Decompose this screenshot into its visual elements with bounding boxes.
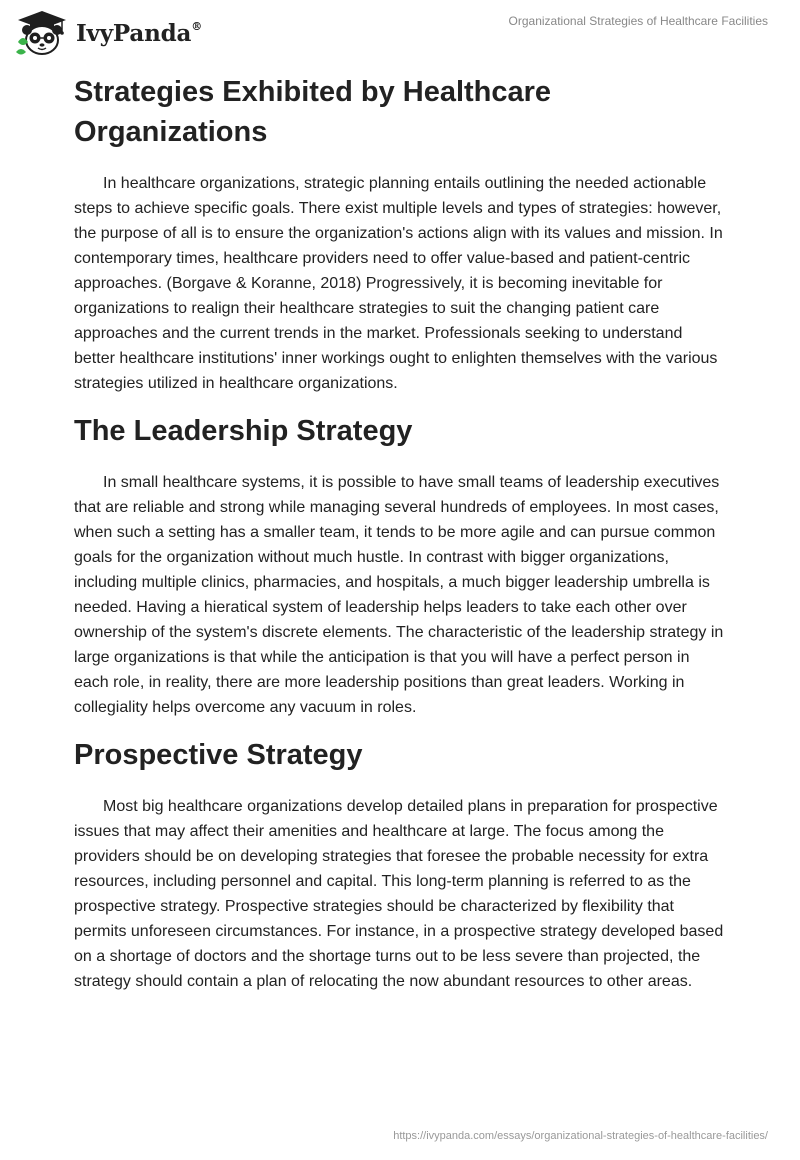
section-paragraph: In small healthcare systems, it is possible to have small teams of leadership executives that are reliable and strong while managing several hundreds of employees. In most cases, when such a setting has a smaller team, it tends to be more agile and can pursue common goals for the organization without much hustle. In contrast with bigger organizations, including multiple clinics, pharmacies, and hospitals, a much bigger leadership umbrella is needed. Having a hieratical system of leadership helps leaders to take each other over ownership of the system's discrete elements. The characteristic of the leadership strategy in large organizations is that while the anticipation is that you will have a perfect person in each role, in reality, there are more leadership positions than great leaders. Working in collegiality helps overcome any vacuum in roles. [74, 474, 724, 716]
section-heading: Prospective Strategy [74, 739, 363, 771]
registered-mark: ® [191, 20, 202, 34]
section-prospective-strategy [74, 735, 724, 994]
brand-wordmark[interactable] [76, 20, 202, 47]
page-header [0, 0, 800, 64]
section-strategies-exhibited [74, 72, 724, 396]
section-leadership-strategy [74, 411, 724, 720]
document-title: Organizational Strategies of Healthcare Facilities [508, 14, 768, 28]
brand-name: IvyPanda [76, 20, 192, 47]
section-paragraph: Most big healthcare organizations develop detailed plans in preparation for prospective issues that may affect their amenities and healthcare at large. The focus among the providers should be on developing strategies that foresee the probable necessity for extra resources, including personnel and capital. This long-term planning is referred to as the prospective strategy. Prospective strategies should be characterized by flexibility that permits unforeseen circumstances. For instance, in a prospective strategy developed based on a shortage of doctors and the shortage turns out to be less severe than projected, the strategy should contain a plan of relocating the now abundant resources to other areas. [74, 798, 724, 990]
section-heading: The Leadership Strategy [74, 415, 413, 447]
panda-graduate-logo-icon[interactable] [14, 8, 70, 58]
source-url-link[interactable]: https://ivypanda.com/essays/organizational-strategies-of-healthcare-facilities/ [393, 1130, 768, 1142]
section-paragraph: In healthcare organizations, strategic planning entails outlining the needed actionable steps to achieve specific goals. There exist multiple levels and types of strategies: however, the purpose of all is to ensure the organization's actions align with its values and mission. In contemporary times, healthcare providers need to offer value-based and patient-centric approaches. (Borgave & Koranne, 2018) Progressively, it is becoming inevitable for organizations to realign their healthcare strategies to suit the changing patient care approaches and the current trends in the market. Professionals seeking to understand better healthcare institutions' inner workings ought to enlighten themselves with the various strategies utilized in healthcare organizations. [74, 175, 723, 392]
section-heading: Strategies Exhibited by Healthcare Organizations [74, 76, 552, 148]
essay-body [74, 72, 724, 1009]
